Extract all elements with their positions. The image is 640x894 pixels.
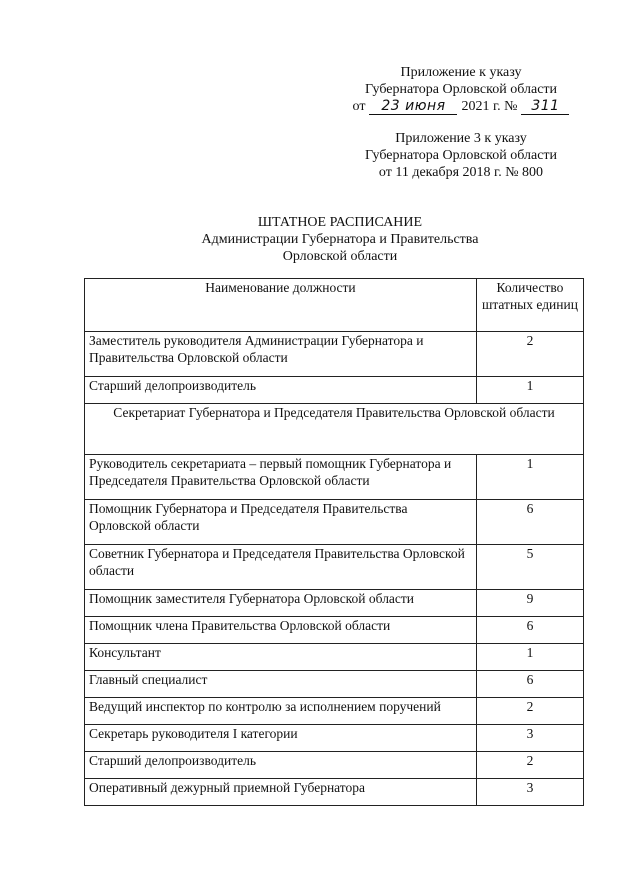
table-row	[85, 752, 584, 779]
position-name: Старший делопроизводитель	[85, 752, 477, 779]
position-count: 2	[476, 698, 583, 725]
header-name: Наименование должности	[85, 279, 477, 332]
header-count: Количество штатных единиц	[476, 279, 583, 332]
position-count: 1	[476, 455, 583, 500]
staff-table	[84, 278, 584, 806]
table-row	[85, 725, 584, 752]
position-name: Ведущий инспектор по контролю за исполнением поручений	[85, 698, 477, 725]
original-appendix-header	[340, 130, 582, 181]
table-row	[85, 698, 584, 725]
position-count: 1	[476, 377, 583, 404]
handwritten-number: 311	[521, 98, 569, 115]
table-row	[85, 545, 584, 590]
table-row	[85, 617, 584, 644]
position-count: 6	[476, 671, 583, 698]
table-header-row	[85, 279, 584, 332]
title-line-1: ШТАТНОЕ РАСПИСАНИЕ	[257, 215, 423, 230]
appendix-line-2: Губернатора Орловской области	[364, 82, 558, 97]
table-row	[85, 377, 584, 404]
appendix-header	[340, 64, 582, 115]
position-name: Помощник Губернатора и Председателя Правительства Орловской области	[85, 500, 477, 545]
original-appendix-line-2: Губернатора Орловской области	[364, 148, 558, 163]
position-count: 1	[476, 644, 583, 671]
position-name: Оперативный дежурный приемной Губернатора	[85, 779, 477, 806]
position-name: Старший делопроизводитель	[85, 377, 477, 404]
position-name: Руководитель секретариата – первый помощник Губернатора и Председателя Правительства Орловской области	[85, 455, 477, 500]
position-count: 2	[476, 332, 583, 377]
appendix-line-1: Приложение к указу	[400, 65, 522, 80]
position-count: 5	[476, 545, 583, 590]
year-number-label: 2021 г. №	[461, 99, 518, 114]
position-count: 6	[476, 617, 583, 644]
section-row	[85, 404, 584, 455]
table-row	[85, 671, 584, 698]
position-count: 9	[476, 590, 583, 617]
appendix-date-line	[340, 98, 582, 115]
position-count: 2	[476, 752, 583, 779]
table-row	[85, 455, 584, 500]
table-row	[85, 779, 584, 806]
title-line-2: Администрации Губернатора и Правительства	[201, 232, 479, 247]
section-title: Секретариат Губернатора и Председателя Правительства Орловской области	[85, 404, 584, 455]
from-label: от	[352, 99, 366, 114]
original-appendix-line-1: Приложение 3 к указу	[395, 131, 527, 146]
position-count: 6	[476, 500, 583, 545]
position-name: Главный специалист	[85, 671, 477, 698]
position-count: 3	[476, 779, 583, 806]
table-row	[85, 644, 584, 671]
position-name: Помощник члена Правительства Орловской области	[85, 617, 477, 644]
table-row	[85, 332, 584, 377]
position-name: Советник Губернатора и Председателя Правительства Орловской области	[85, 545, 477, 590]
table-row	[85, 500, 584, 545]
title-line-3: Орловской области	[282, 249, 398, 264]
document-title	[120, 214, 560, 265]
handwritten-date: 23 июня	[369, 98, 457, 115]
position-name: Помощник заместителя Губернатора Орловской области	[85, 590, 477, 617]
table-row	[85, 590, 584, 617]
position-name: Заместитель руководителя Администрации Губернатора и Правительства Орловской области	[85, 332, 477, 377]
position-name: Консультант	[85, 644, 477, 671]
position-count: 3	[476, 725, 583, 752]
position-name: Секретарь руководителя I категории	[85, 725, 477, 752]
original-appendix-line-3: от 11 декабря 2018 г. № 800	[378, 165, 544, 180]
